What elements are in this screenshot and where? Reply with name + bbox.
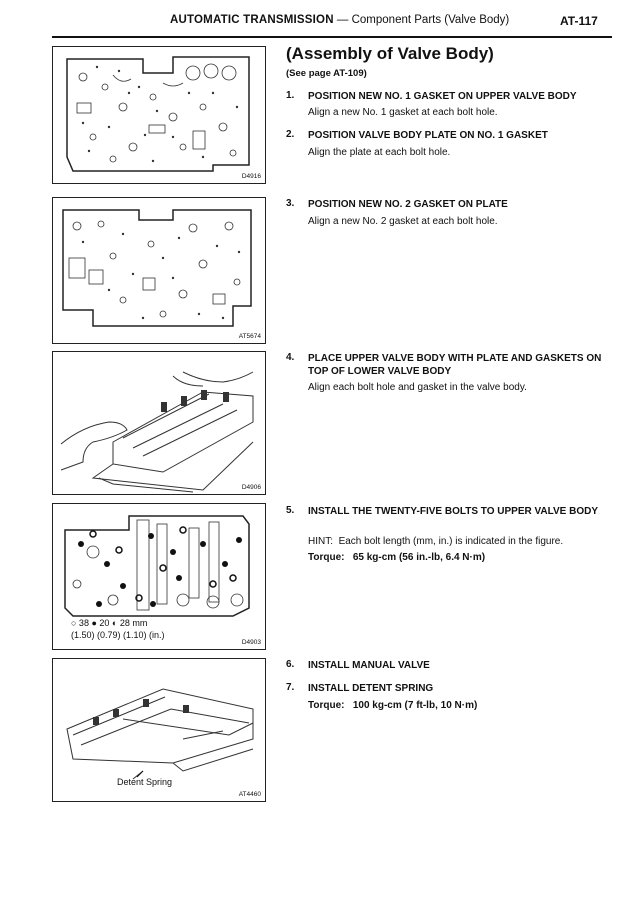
step-hint: [308, 535, 608, 548]
figure-place-upper-body: [52, 351, 266, 495]
figure-code: D4916: [241, 173, 261, 180]
hint-label: HINT:: [308, 536, 333, 547]
step-heading: INSTALL MANUAL VALVE: [308, 660, 430, 671]
step-body: Align the plate at each bolt hole.: [308, 147, 451, 158]
step-body: Align a new No. 2 gasket at each bolt hole.: [308, 216, 498, 227]
step-torque: [308, 699, 608, 712]
section-title: (Assembly of Valve Body): [286, 44, 494, 63]
step-number: 2.: [286, 129, 295, 140]
step-heading: INSTALL THE TWENTY-FIVE BOLTS TO UPPER VALVE BODY: [308, 506, 599, 517]
legend-line-1: ○ 38 ● 20 ◐ 28 mm: [71, 618, 148, 628]
step-number: 3.: [286, 198, 295, 209]
step-heading: INSTALL DETENT SPRING: [308, 683, 434, 694]
header-rule: [52, 36, 612, 38]
figure-valve-body-plate: [52, 197, 266, 344]
step-heading: PLACE UPPER VALVE BODY WITH PLATE AND GASKETS ON TOP OF LOWER VALVE BODY: [308, 353, 602, 377]
step-heading: POSITION NEW NO. 1 GASKET ON UPPER VALVE BODY: [308, 91, 577, 102]
step-heading: POSITION VALVE BODY PLATE ON NO. 1 GASKET: [308, 130, 548, 141]
placement-drawing: [53, 352, 265, 494]
figure-detent-spring: [52, 658, 266, 802]
figure-code: AT5674: [238, 333, 261, 340]
torque-label: Torque:: [308, 552, 345, 563]
valve-body-drawing: [53, 47, 265, 183]
figure-code: D4903: [241, 639, 261, 646]
header-section: AUTOMATIC TRANSMISSION: [170, 14, 334, 26]
figure-code: AT4460: [238, 791, 261, 798]
torque-value: 100 kg-cm (7 ft-lb, 10 N·m): [352, 700, 478, 711]
page-header: [0, 0, 640, 40]
header-subsection: — Component Parts (Valve Body): [336, 14, 510, 26]
header-title: [170, 14, 509, 26]
hint-text: Each bolt length (mm, in.) is indicated in the figure.: [338, 536, 564, 547]
torque-value: 65 kg-cm (56 in.-lb, 6.4 N·m): [352, 552, 486, 563]
step-number: 4.: [286, 352, 295, 363]
detent-spring-label: Detent Spring: [117, 777, 173, 787]
step-number: 5.: [286, 505, 295, 516]
step-body: Align each bolt hole and gasket in the valve body.: [308, 382, 527, 393]
step-body: Align a new No. 1 gasket at each bolt hole.: [308, 107, 498, 118]
step-number: 1.: [286, 90, 295, 101]
legend-line-2: (1.50) (0.79) (1.10) (in.): [71, 630, 165, 640]
see-page-reference: (See page AT-109): [286, 68, 367, 79]
figure-code: D4906: [241, 484, 261, 491]
page-number: AT-117: [560, 14, 598, 28]
plate-drawing: [53, 198, 265, 343]
figure-bolt-layout: [52, 503, 266, 650]
step-number: 7.: [286, 682, 295, 693]
bolt-length-legend: [71, 617, 165, 641]
figure-upper-valve-body: [52, 46, 266, 184]
step-heading: POSITION NEW NO. 2 GASKET ON PLATE: [308, 199, 508, 210]
torque-label: Torque:: [308, 700, 345, 711]
step-number: 6.: [286, 659, 295, 670]
step-torque: [308, 551, 608, 564]
